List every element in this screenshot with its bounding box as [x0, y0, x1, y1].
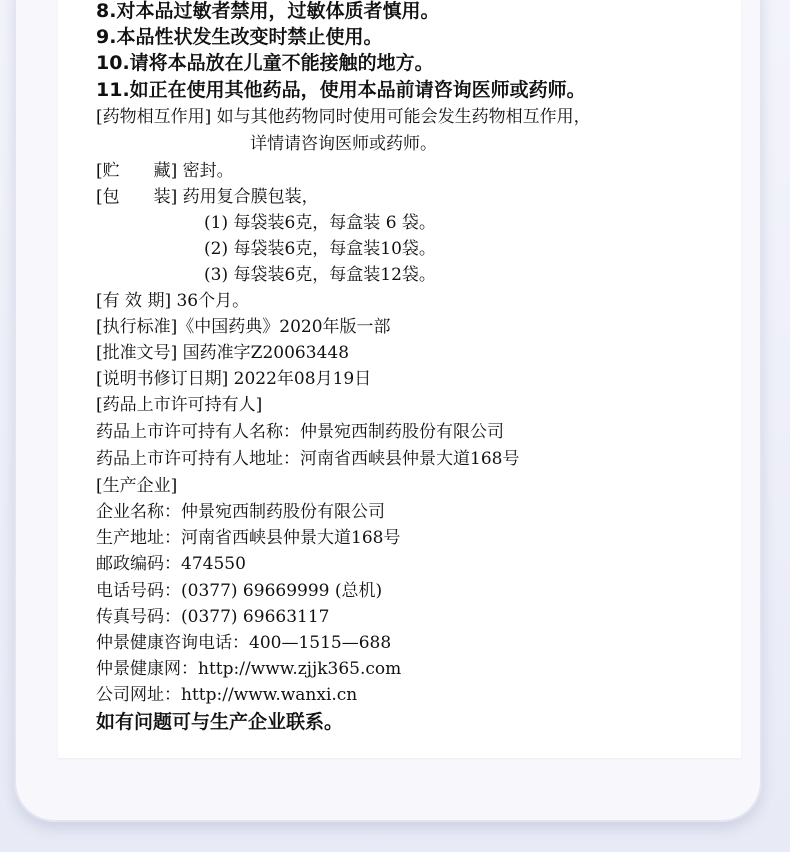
revision-date-line: [说明书修订日期] 2022年08月19日: [96, 369, 372, 389]
fax-line: 传真号码：(0377) 69663117: [96, 607, 330, 627]
health-website-line: 仲景健康网：http://www.zjjk365.com: [96, 659, 402, 679]
contact-note: 如有问题可与生产企业联系。: [96, 711, 344, 733]
company-website-line: 公司网址：http://www.wanxi.cn: [96, 685, 358, 705]
package-option-1: (1) 每袋装6克，每盒装 6 袋。: [204, 213, 436, 233]
storage-line: [贮 藏] 密封。: [96, 161, 234, 181]
package-option-2: (2) 每袋装6克，每盒装10袋。: [204, 239, 436, 259]
holder-name-line: 药品上市许可持有人名称：仲景宛西制药股份有限公司: [96, 422, 504, 442]
warning-line-10: 10.请将本品放在儿童不能接触的地方。: [96, 52, 434, 74]
production-address-line: 生产地址：河南省西峡县仲景大道168号: [96, 528, 401, 548]
consult-phone-line: 仲景健康咨询电话：400—1515—688: [96, 633, 392, 653]
holder-address-line: 药品上市许可持有人地址：河南省西峡县仲景大道168号: [96, 449, 520, 469]
expiry-line: [有 效 期] 36个月。: [96, 291, 250, 311]
manufacturer-heading: [生产企业]: [96, 476, 178, 496]
standard-line: [执行标准]《中国药典》2020年版一部: [96, 317, 391, 337]
approval-number-line: [批准文号] 国药准字Z20063448: [96, 343, 350, 363]
warning-line-11: 11.如正在使用其他药品，使用本品前请咨询医师或药师。: [96, 79, 586, 101]
holder-heading: [药品上市许可持有人]: [96, 395, 263, 415]
phone-line: 电话号码：(0377) 69669999 (总机): [96, 581, 383, 601]
warning-line-9: 9.本品性状发生改变时禁止使用。: [96, 26, 383, 48]
package-line: [包 装] 药用复合膜包装，: [96, 187, 319, 207]
package-option-3: (3) 每袋装6克，每盒装12袋。: [204, 265, 436, 285]
warning-line-8: 8.对本品过敏者禁用，过敏体质者慎用。: [96, 0, 440, 22]
drug-interaction-line-2: 详情请咨询医师或药师。: [250, 134, 437, 154]
drug-interaction-line: [药物相互作用] 如与其他药物同时使用可能会发生药物相互作用，: [96, 107, 591, 127]
postal-code-line: 邮政编码：474550: [96, 554, 246, 574]
company-name-line: 企业名称：仲景宛西制药股份有限公司: [96, 502, 385, 522]
